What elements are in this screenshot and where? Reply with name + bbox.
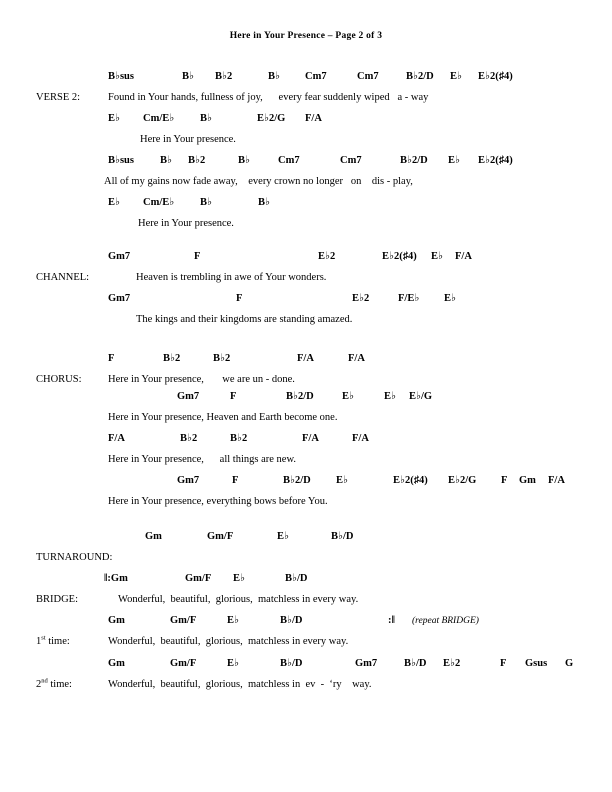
chord-row: [0, 390, 612, 411]
chord-symbol: F: [232, 475, 239, 486]
chord-symbol: E♭: [108, 197, 120, 208]
chord-symbol: F: [108, 353, 115, 364]
song-section: [0, 352, 612, 394]
chord-symbol: B♭2: [180, 433, 198, 444]
song-section: [0, 474, 612, 516]
lyric-text: All of my gains now fade away, every crown no longer on dis - play,: [104, 176, 413, 187]
chord-symbol: F/E♭: [398, 293, 420, 304]
chord-symbol: Cm/E♭: [143, 113, 175, 124]
chord-symbol: Gm7: [177, 475, 200, 486]
chord-symbol: B♭2: [163, 353, 181, 364]
chord-row: [0, 474, 612, 495]
lyric-text: Here in Your presence, all things are new.: [108, 454, 296, 465]
song-section: [0, 390, 612, 432]
song-section: [0, 292, 612, 334]
chord-symbol: B♭: [200, 197, 212, 208]
chord-symbol: Gm: [108, 615, 125, 626]
chord-row: [0, 112, 612, 133]
chord-symbol: E♭2: [318, 251, 336, 262]
chord-symbol: Gm: [519, 475, 536, 486]
lyric-row: [0, 217, 612, 238]
song-section: [0, 154, 612, 196]
chord-row: [0, 292, 612, 313]
chord-symbol: E♭: [233, 573, 245, 584]
chord-symbol: E♭2(♯4): [478, 71, 513, 82]
chord-symbol: F: [194, 251, 201, 262]
chord-symbol: B♭2: [215, 71, 233, 82]
chord-symbol: F: [501, 475, 508, 486]
chord-symbol: E♭: [336, 475, 348, 486]
chord-symbol: E♭: [108, 113, 120, 124]
lyric-row: [0, 411, 612, 432]
chord-symbol: B♭/D: [280, 658, 303, 669]
chord-symbol: B♭2/D: [286, 391, 314, 402]
chord-row: [0, 432, 612, 453]
song-section: [0, 530, 612, 572]
chord-symbol: Cm/E♭: [143, 197, 175, 208]
chord-symbol: E♭2/G: [448, 475, 477, 486]
chord-symbol: E♭: [342, 391, 354, 402]
lyric-text: Wonderful, beautiful, glorious, matchless in every way.: [108, 636, 349, 647]
section-label: 2nd time:: [36, 677, 72, 690]
chord-symbol: Gm7: [355, 658, 378, 669]
chord-symbol: F/A: [548, 475, 565, 486]
chord-symbol: B♭2: [213, 353, 231, 364]
song-section: [0, 572, 612, 614]
chord-row: [0, 154, 612, 175]
chord-symbol: E♭2: [352, 293, 370, 304]
chord-symbol: E♭: [448, 155, 460, 166]
lyric-row: [0, 175, 612, 196]
chord-symbol: F/A: [305, 113, 322, 124]
lyric-text: Found in Your hands, fullness of joy, every fear suddenly wiped a - way: [108, 92, 429, 103]
chord-symbol: F: [230, 391, 237, 402]
page-title: Here in Your Presence – Page 2 of 3: [229, 31, 383, 41]
lyric-row: [0, 495, 612, 516]
song-section: [0, 250, 612, 292]
section-label: VERSE 2:: [36, 92, 81, 103]
section-label: BRIDGE:: [36, 594, 78, 605]
chord-symbol: E♭2(♯4): [393, 475, 428, 486]
chord-symbol: E♭: [444, 293, 456, 304]
chord-row: [0, 70, 612, 91]
section-label: TURNAROUND:: [36, 552, 113, 563]
lyric-row: [0, 593, 612, 614]
chord-symbol: B♭2: [230, 433, 248, 444]
chord-symbol: Cm7: [357, 71, 379, 82]
lyric-text: The kings and their kingdoms are standing amazed.: [136, 314, 353, 325]
chord-symbol: B♭2: [188, 155, 206, 166]
lyric-text: Here in Your presence.: [140, 134, 236, 145]
chord-symbol: F: [500, 658, 507, 669]
chord-symbol: Gm/F: [170, 658, 197, 669]
lyric-row: [0, 551, 612, 572]
chord-symbol: :‖: [388, 615, 395, 626]
chord-symbol: Gm/F: [185, 573, 212, 584]
lyric-text: Here in Your presence, we are un - done.: [108, 374, 295, 385]
song-section: [0, 112, 612, 154]
section-label: CHORUS:: [36, 374, 82, 385]
lyric-text: Here in Your presence.: [138, 218, 234, 229]
chord-symbol: B♭2/D: [400, 155, 428, 166]
chord-symbol: F/A: [297, 353, 314, 364]
lyric-text: Here in Your presence, everything bows before You.: [108, 496, 328, 507]
chord-symbol: B♭: [182, 71, 194, 82]
chord-symbol: B♭: [200, 113, 212, 124]
song-section: [0, 70, 612, 112]
lyric-text: Wonderful, beautiful, glorious, matchless in ev - ‘ry way.: [108, 679, 372, 690]
lyric-text: Here in Your presence, Heaven and Earth become one.: [108, 412, 338, 423]
chord-symbol: B♭sus: [108, 71, 134, 82]
chord-symbol: B♭: [268, 71, 280, 82]
lyric-row: [0, 313, 612, 334]
lyric-row: [0, 678, 612, 699]
chord-symbol: Cm7: [340, 155, 362, 166]
chord-symbol: B♭/D: [404, 658, 427, 669]
chord-symbol: B♭2/D: [283, 475, 311, 486]
chord-symbol: B♭: [238, 155, 250, 166]
chord-row: [0, 657, 612, 678]
chord-symbol: E♭: [227, 658, 239, 669]
chord-symbol: F/A: [352, 433, 369, 444]
chord-symbol: Cm7: [278, 155, 300, 166]
chord-symbol: E♭2(♯4): [382, 251, 417, 262]
chord-row: [0, 614, 612, 635]
chord-symbol: F: [236, 293, 243, 304]
lyric-text: Heaven is trembling in awe of Your wonders.: [136, 272, 327, 283]
chord-symbol: B♭: [160, 155, 172, 166]
song-section: [0, 614, 612, 656]
chord-symbol: Gm7: [177, 391, 200, 402]
chord-symbol: E♭2(♯4): [478, 155, 513, 166]
chord-symbol: F/A: [455, 251, 472, 262]
repeat-instruction: (repeat BRIDGE): [412, 616, 479, 626]
chord-row: [0, 352, 612, 373]
chord-symbol: E♭: [277, 531, 289, 542]
chord-symbol: E♭: [384, 391, 396, 402]
chord-symbol: B♭sus: [108, 155, 134, 166]
song-section: [0, 657, 612, 699]
chord-symbol: E♭2: [443, 658, 461, 669]
chord-symbol: B♭2/D: [406, 71, 434, 82]
chord-symbol: Cm7: [305, 71, 327, 82]
chord-symbol: Gsus: [525, 658, 548, 669]
chord-row: [0, 530, 612, 551]
chord-symbol: E♭/G: [409, 391, 433, 402]
lyric-row: [0, 271, 612, 292]
section-label: 1st time:: [36, 634, 70, 647]
lyric-row: [0, 133, 612, 154]
chord-symbol: E♭2/G: [257, 113, 286, 124]
chord-symbol: Gm/F: [170, 615, 197, 626]
song-section: [0, 432, 612, 474]
chord-symbol: Gm7: [108, 251, 131, 262]
chord-symbol: ‖:Gm: [104, 573, 128, 584]
chord-symbol: Gm/F: [207, 531, 234, 542]
chord-symbol: B♭/D: [285, 573, 308, 584]
chord-symbol: E♭: [431, 251, 443, 262]
chord-symbol: Gm: [108, 658, 125, 669]
chord-symbol: F/A: [302, 433, 319, 444]
chord-symbol: F/A: [108, 433, 125, 444]
chord-symbol: Gm: [145, 531, 162, 542]
chord-symbol: Gm7: [108, 293, 131, 304]
lyric-row: [0, 635, 612, 656]
chord-row: [0, 572, 612, 593]
lyric-text: Wonderful, beautiful, glorious, matchless in every way.: [118, 594, 359, 605]
chord-row: [0, 196, 612, 217]
section-label: CHANNEL:: [36, 272, 90, 283]
chord-symbol: E♭: [450, 71, 462, 82]
chord-symbol: B♭: [258, 197, 270, 208]
chord-symbol: E♭: [227, 615, 239, 626]
chord-symbol: B♭/D: [280, 615, 303, 626]
song-section: [0, 196, 612, 238]
lyric-row: [0, 91, 612, 112]
chord-symbol: G: [565, 658, 574, 669]
chord-row: [0, 250, 612, 271]
lyric-row: [0, 453, 612, 474]
chord-symbol: F/A: [348, 353, 365, 364]
chord-symbol: B♭/D: [331, 531, 354, 542]
